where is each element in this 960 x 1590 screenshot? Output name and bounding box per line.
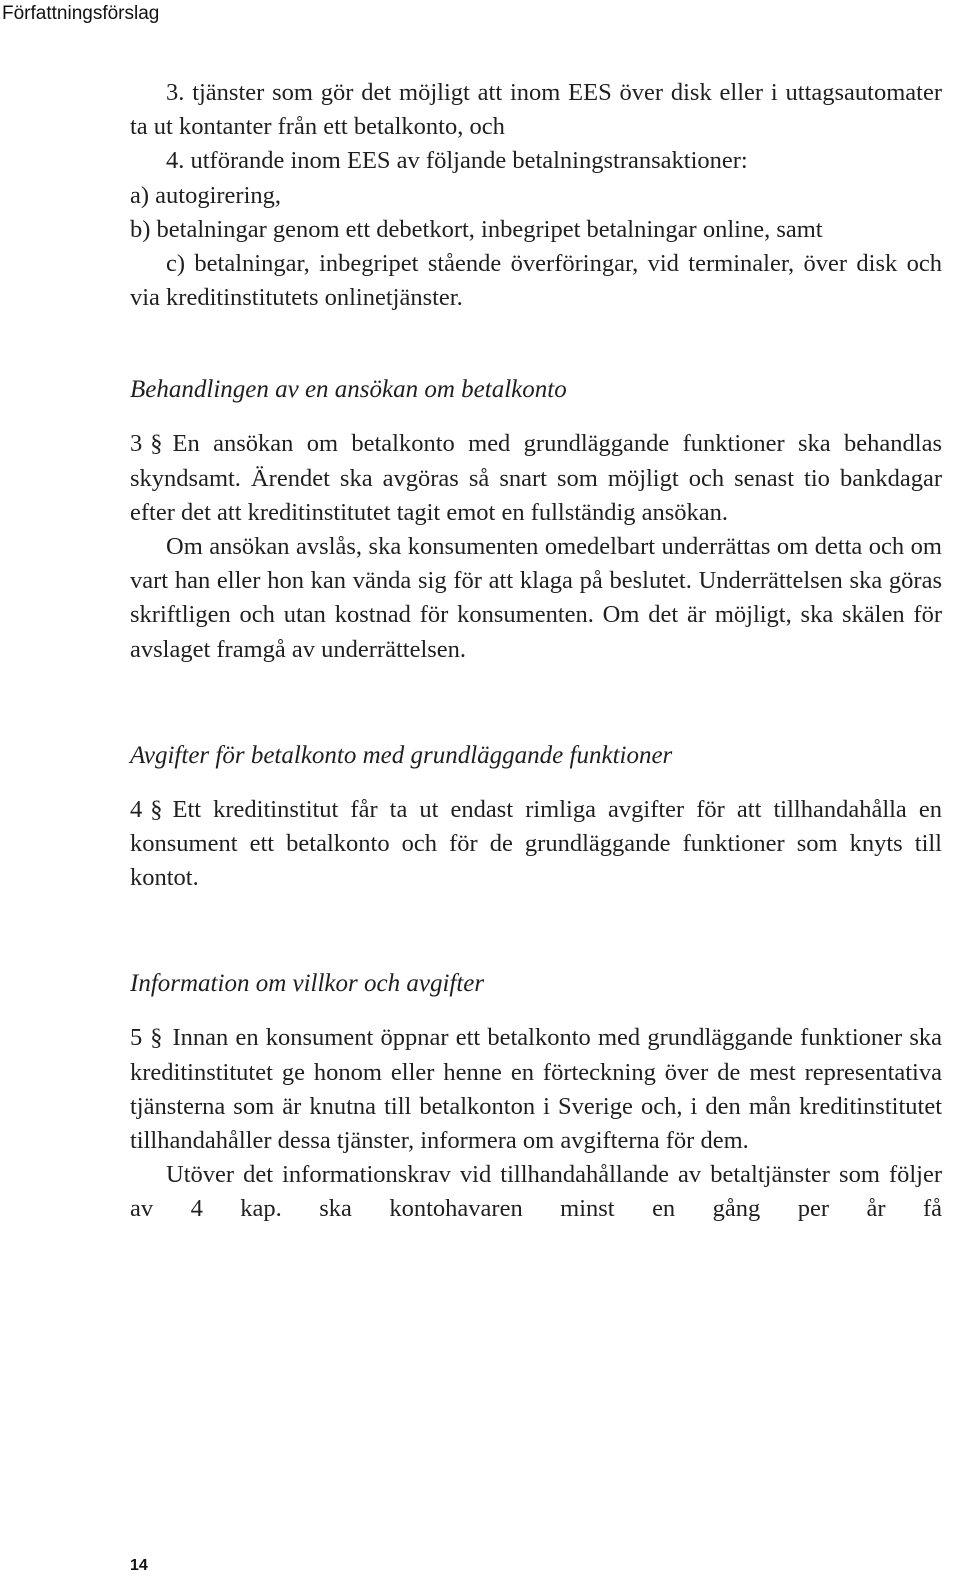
section-5-text: Innan en konsument öppnar ett betalkonto med grundläggande funktioner ska kreditinstitutet ge honom eller henne en förteckning över de mest representativa tjänsterna som är knutna till betalkonton i Sverige och, i den mån kreditinstitutet tillhandahåller dessa tjänster, informera om avgifterna för dem. bbox=[130, 1024, 942, 1155]
page-number: 14 bbox=[130, 1557, 148, 1574]
list-item-4b: b) betalningar genom ett debetkort, inbegripet betalningar online, samt bbox=[130, 215, 823, 243]
section-4-paragraph-1 bbox=[130, 793, 942, 896]
running-header: Författningsförslag bbox=[2, 3, 160, 24]
section-number: 4 bbox=[130, 795, 143, 823]
section-sign: § bbox=[150, 795, 163, 823]
section-heading-behandlingen: Behandlingen av en ansökan om betalkonto bbox=[130, 376, 567, 404]
section-3-paragraph-1 bbox=[130, 427, 942, 530]
list-item-3: 3. tjänster som gör det möjligt att inom EES över disk eller i uttagsautomater ta ut kontanter från ett betalkonto, och bbox=[130, 79, 942, 141]
section-3-paragraph-2: Om ansökan avslås, ska konsumenten omedelbart underrättas om detta och om vart han eller hon kan vända sig för att klaga på beslutet. Underrättelsen ska göras skriftligen och utan kostnad för konsumenten. Om det är möjligt, ska skälen för avslaget framgå av underrättelsen. bbox=[130, 533, 942, 663]
section-sign: § bbox=[150, 430, 163, 458]
list-item-4a: a) autogirering, bbox=[130, 181, 282, 209]
list-item-4c: c) betalningar, inbegripet stående överföringar, vid terminaler, över disk och via kreditinstitutets onlinetjänster. bbox=[130, 250, 942, 312]
section-5-paragraph-2: Utöver det informationskrav vid tillhandahållande av betaltjänster som följer av 4 kap. ska kontohavaren minst en gång per år få bbox=[130, 1161, 942, 1223]
section-5-paragraph-1 bbox=[130, 1021, 942, 1158]
section-sign: § bbox=[150, 1024, 163, 1052]
list-item-4: 4. utförande inom EES av följande betalningstransaktioner: bbox=[166, 147, 748, 175]
section-heading-avgifter: Avgifter för betalkonto med grundläggande funktioner bbox=[130, 741, 673, 769]
section-number: 3 bbox=[130, 430, 143, 458]
section-4-text: Ett kreditinstitut får ta ut endast rimliga avgifter för att tillhandahålla en konsument ett betalkonto och för de grundläggande funktioner som knyts till kontot. bbox=[130, 795, 942, 892]
section-3-text: En ansökan om betalkonto med grundläggande funktioner ska behandlas skyndsamt. Ärendet ska avgöras så snart som möjligt och senast tio bankdagar efter det att kreditinstitutet tagit emot en fullständig ansökan. bbox=[130, 430, 942, 526]
section-number: 5 bbox=[130, 1024, 143, 1052]
document-body bbox=[130, 76, 942, 1227]
section-heading-information: Information om villkor och avgifter bbox=[130, 970, 485, 998]
